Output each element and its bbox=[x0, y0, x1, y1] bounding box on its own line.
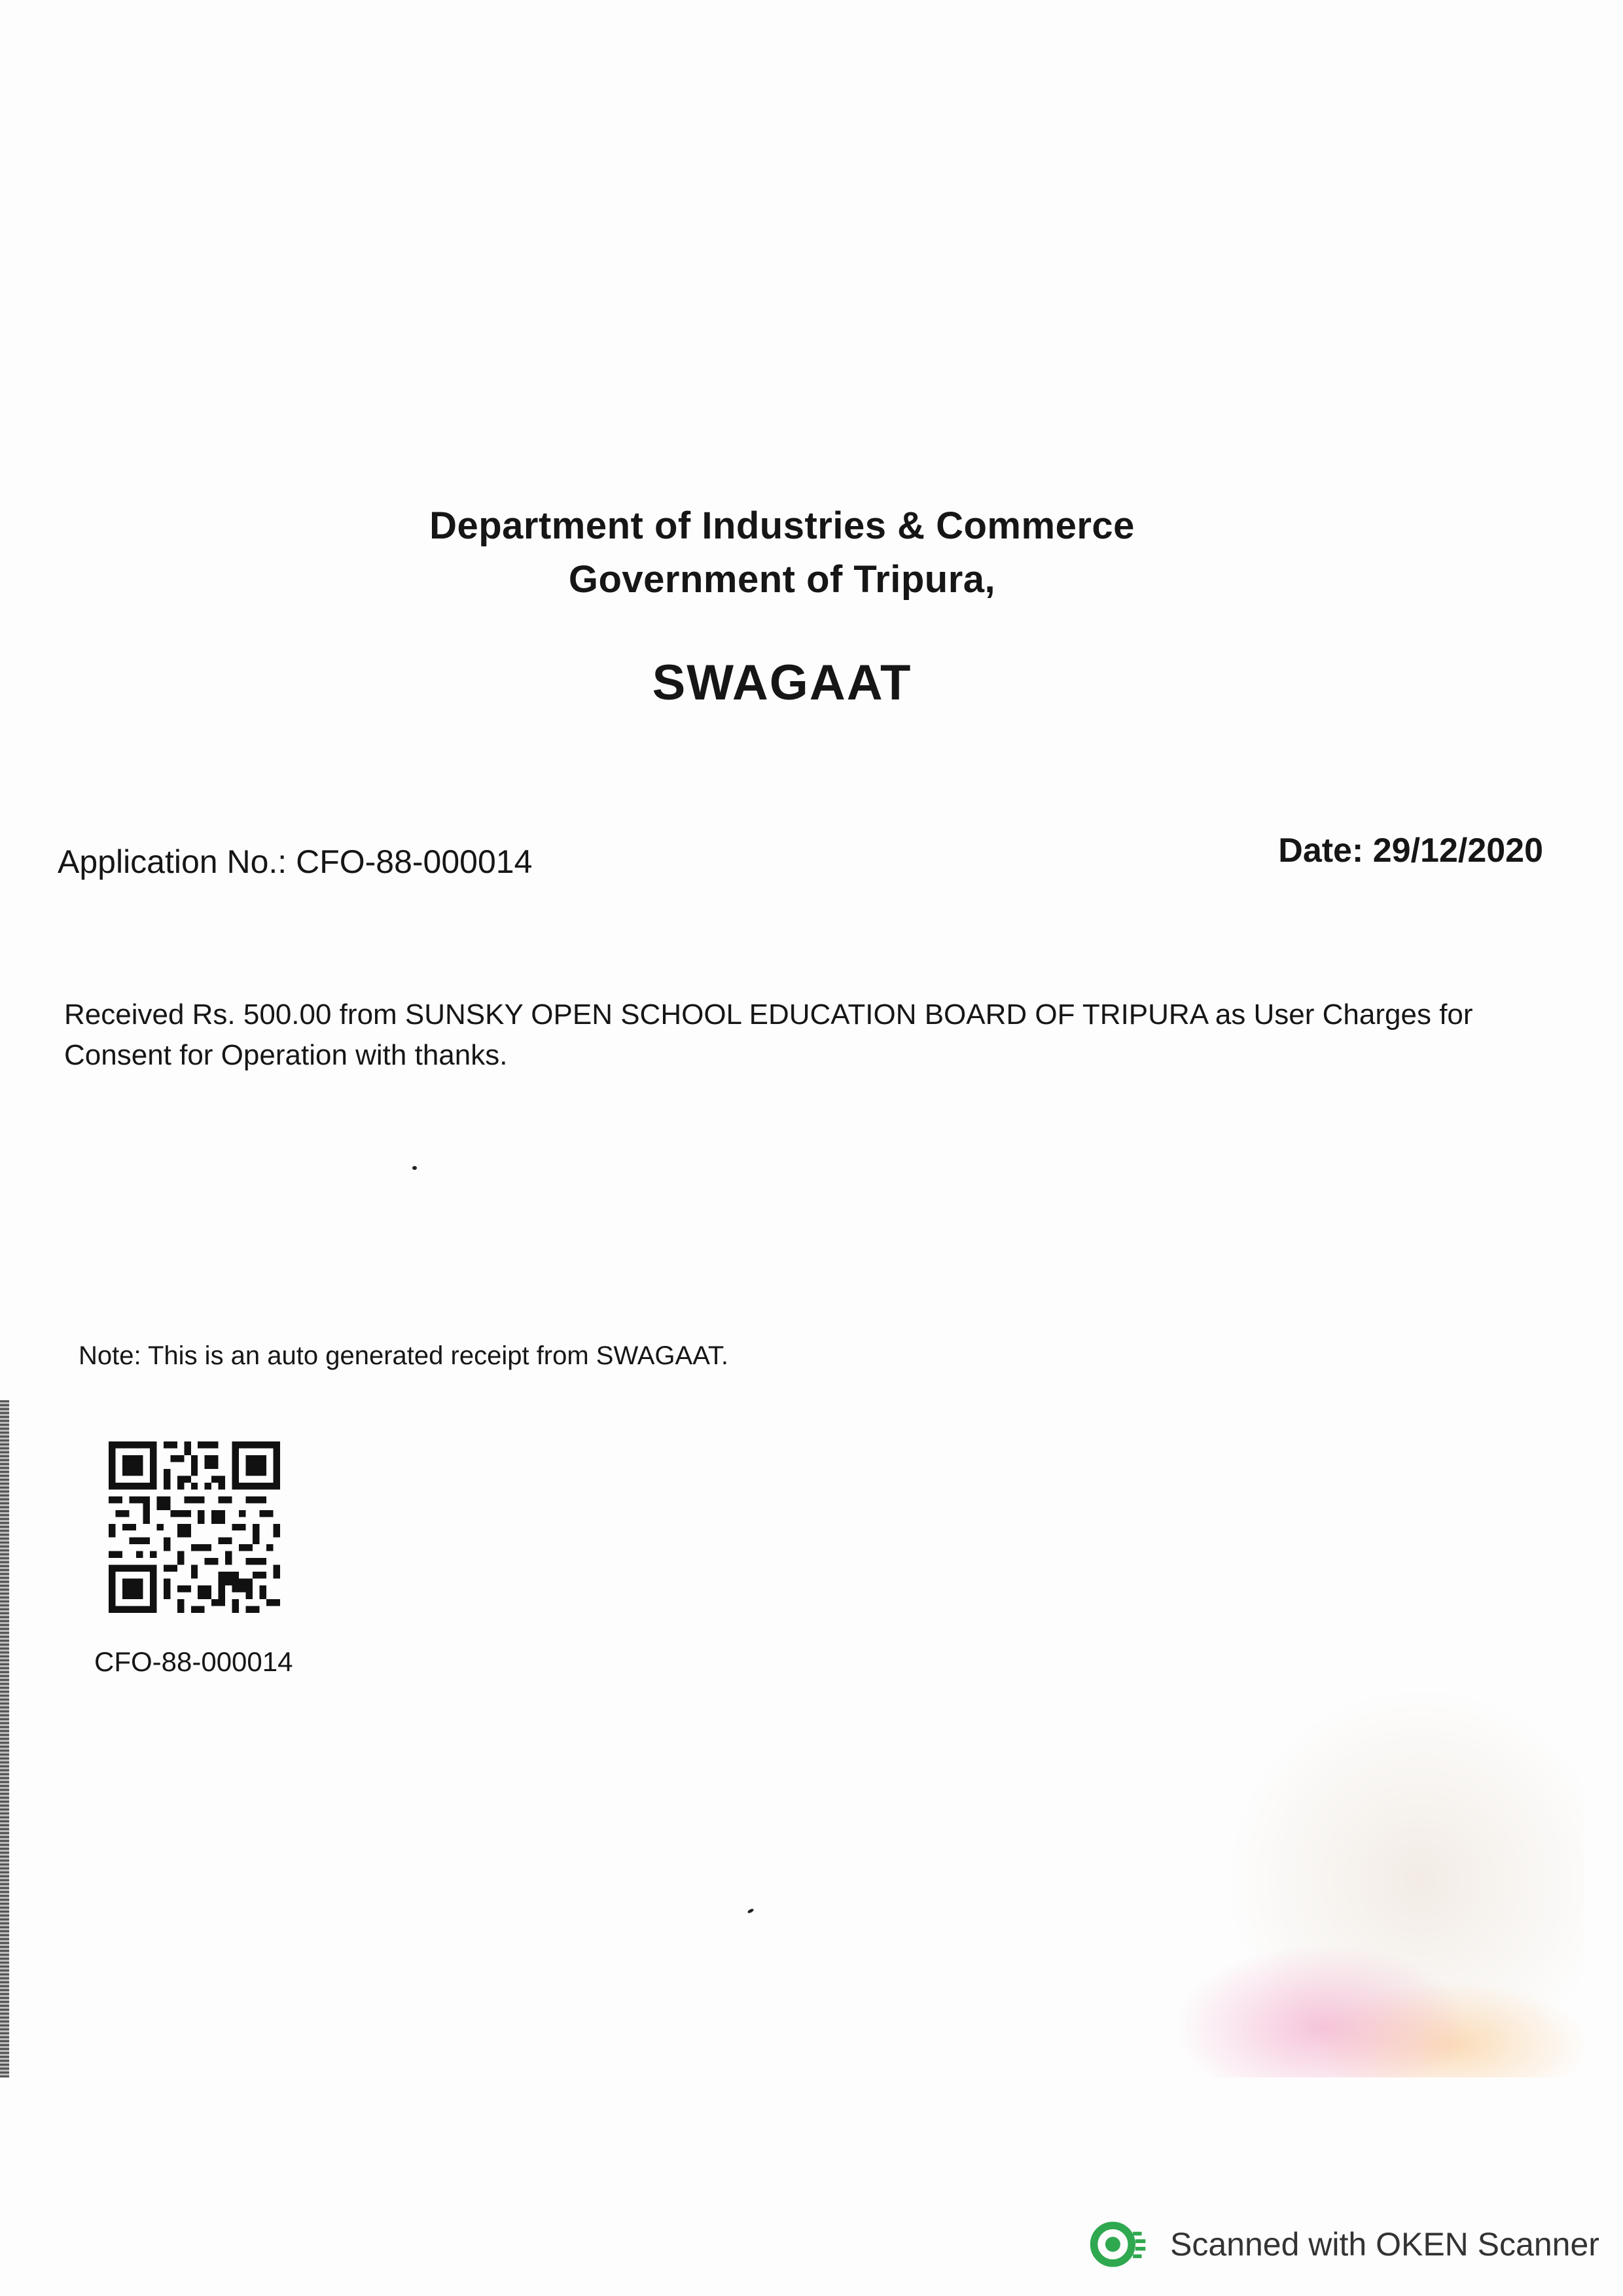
scan-speck bbox=[747, 1908, 754, 1914]
application-number: Application No.: CFO-88-000014 bbox=[58, 843, 533, 880]
government-title: Government of Tripura, bbox=[568, 558, 996, 601]
receipt-statement: Received Rs. 500.00 from SUNSKY OPEN SCHOOL EDUCATION BOARD OF TRIPURA as User Charges for Consent for Operation with thanks. bbox=[64, 998, 1473, 1071]
department-title: Department of Industries & Commerce bbox=[429, 504, 1135, 547]
scan-edge-artifact bbox=[0, 1400, 9, 2081]
receipt-date: Date: 29/12/2020 bbox=[1278, 832, 1543, 870]
oken-scanner-logo-icon bbox=[1088, 2213, 1150, 2276]
qr-caption: CFO-88-000014 bbox=[94, 1646, 293, 1677]
auto-generated-note: Note: This is an auto generated receipt from SWAGAAT. bbox=[79, 1341, 729, 1370]
qr-code bbox=[109, 1437, 280, 1617]
scanner-watermark bbox=[1088, 2212, 1599, 2277]
scan-stain-artifact bbox=[929, 1636, 1584, 2081]
scanner-watermark-text: Scanned with OKEN Scanner bbox=[1170, 2226, 1599, 2263]
scan-speck bbox=[412, 1166, 417, 1170]
portal-title: SWAGAAT bbox=[652, 655, 912, 711]
